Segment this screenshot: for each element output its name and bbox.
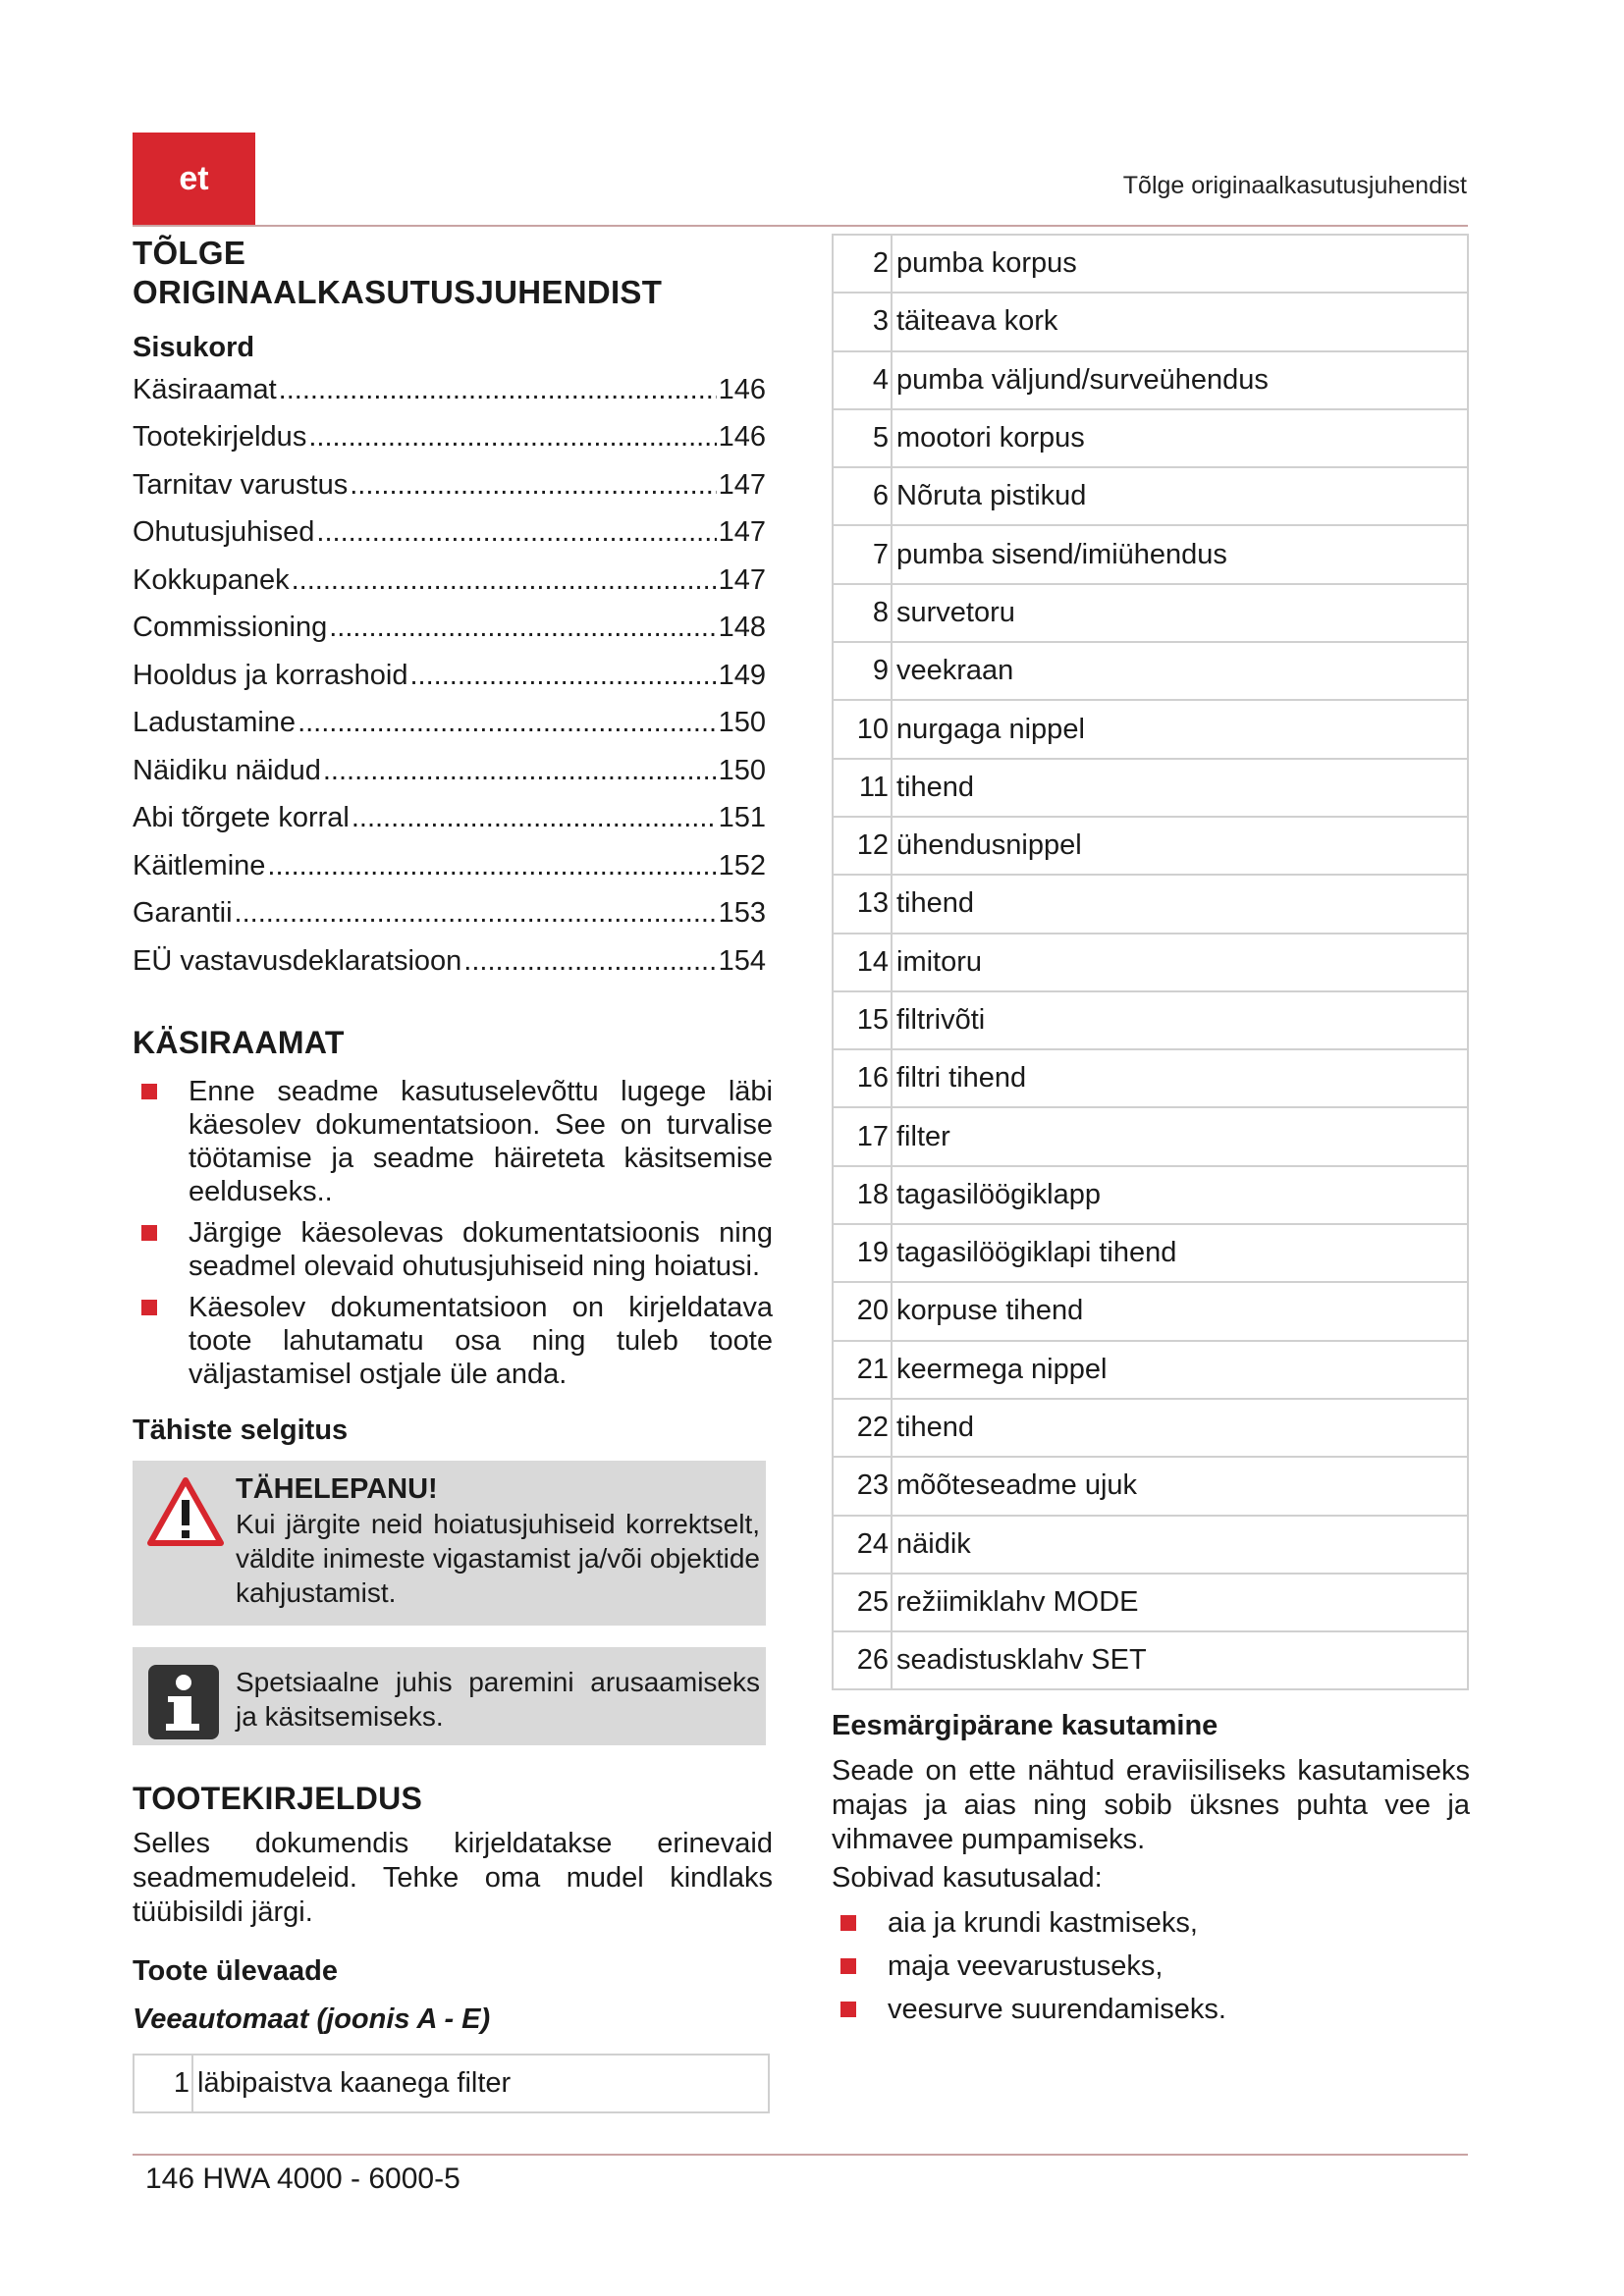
parts-table-right xyxy=(832,234,1469,1690)
table-row: 13 tihend xyxy=(834,874,1467,932)
section-heading-kasiraamat: KÄSIRAAMAT xyxy=(133,1024,345,1060)
toc-item[interactable]: Käitlemine ..... 152 xyxy=(133,834,766,882)
table-row: 7 pumba sisend/imiühendus xyxy=(834,524,1467,582)
table-row: 16 filtri tihend xyxy=(834,1048,1467,1106)
intended-use-list xyxy=(832,1901,1470,2031)
warning-text: Kui järgite neid hoiatusjuhiseid korrektselt, väldite inimeste vigastamist ja/või objektide kahjustamist. xyxy=(236,1508,760,1608)
overview-heading: Toote ülevaade xyxy=(133,1954,338,1987)
warning-notice xyxy=(133,1461,766,1626)
right-column xyxy=(832,234,1470,2031)
table-row: 10 nurgaga nippel xyxy=(834,699,1467,757)
list-item: aia ja krundi kastmiseks, xyxy=(832,1901,1470,1945)
footer-rule xyxy=(133,2154,1468,2156)
left-column xyxy=(133,228,771,2113)
info-icon xyxy=(133,1665,236,1745)
bullet-square-icon xyxy=(840,1915,856,1931)
tootekirjeldus-text: Selles dokumendis kirjeldatakse erinevaid seadmemudeleid. Tehke oma mudel kindlaks tüübisildi järgi. xyxy=(133,1827,773,1928)
table-row: 2 pumba korpus xyxy=(834,236,1467,292)
legend-heading: Tähiste selgitus xyxy=(133,1414,349,1446)
table-row: 24 näidik xyxy=(834,1515,1467,1573)
toc-item[interactable]: Ladustamine ..... 150 xyxy=(133,692,766,740)
list-item: maja veevarustuseks, xyxy=(832,1945,1470,1988)
table-row: 1 läbipaistva kaanega filter xyxy=(135,2056,768,2111)
table-row: 18 tagasilöögiklapp xyxy=(834,1165,1467,1223)
list-item: veesurve suurendamiseks. xyxy=(832,1988,1470,2031)
table-row: 12 ühendusnippel xyxy=(834,816,1467,874)
table-row: 19 tagasilöögiklapi tihend xyxy=(834,1223,1467,1281)
toc-item[interactable]: Ohutusjuhised ..... 147 xyxy=(133,502,766,550)
toc-item[interactable]: Commissioning ..... 148 xyxy=(133,597,766,645)
table-row: 23 mõõteseadme ujuk xyxy=(834,1456,1467,1514)
toc-item[interactable]: Hooldus ja korrashoid ..... 149 xyxy=(133,644,766,692)
page-footer: 146 HWA 4000 - 6000-5 xyxy=(145,2163,460,2195)
bullet-square-icon xyxy=(840,1958,856,1974)
table-row: 14 imitoru xyxy=(834,933,1467,990)
bullet-square-icon xyxy=(141,1300,157,1315)
table-row: 8 survetoru xyxy=(834,583,1467,641)
header-title: Tõlge originaalkasutusjuhendist xyxy=(1122,172,1467,199)
toc-item[interactable]: Abi tõrgete korral ..... 151 xyxy=(133,787,766,835)
intended-use-text: Seade on ette nähtud eraviisiliseks kasutamiseks majas ja aias ning sobib üksnes puhta vee ja vihmavee pumpamiseks. xyxy=(832,1755,1470,1856)
info-text: Spetsiaalne juhis paremini arusaamiseks ja käsitsemiseks. xyxy=(236,1666,760,1732)
list-item: Käesolev dokumentatsioon on kirjeldatava toote lahutamatu osa ning tuleb toote väljastamisel ostjale üle anda. xyxy=(133,1291,773,1391)
list-item: Enne seadme kasutuselevõttu lugege läbi käesolev dokumentatsioon. See on turvalise töötamise ja seadme häireteta käsitsemise eelduseks.. xyxy=(133,1075,773,1208)
table-row: 25 režiimiklahv MODE xyxy=(834,1573,1467,1630)
toc-item[interactable]: Garantii ..... 153 xyxy=(133,882,766,931)
warning-title: TÄHELEPANU! xyxy=(236,1472,438,1505)
toc-heading: Sisukord xyxy=(133,332,255,363)
table-row: 21 keermega nippel xyxy=(834,1340,1467,1398)
bullet-square-icon xyxy=(840,2002,856,2017)
table-row: 11 tihend xyxy=(834,758,1467,816)
table-row: 22 tihend xyxy=(834,1398,1467,1456)
table-of-contents xyxy=(133,358,766,978)
toc-item[interactable]: Tootekirjeldus ..... 146 xyxy=(133,406,766,454)
table-row: 20 korpuse tihend xyxy=(834,1281,1467,1339)
warning-triangle-icon xyxy=(133,1472,236,1626)
toc-item[interactable]: Näidiku näidud ..... 150 xyxy=(133,739,766,787)
list-item: Järgige käesolevas dokumentatsioonis ning seadmel olevaid ohutusjuhiseid ning hoiatusi. xyxy=(133,1216,773,1283)
figure-caption: Veeautomaat (joonis A - E) xyxy=(133,2002,491,2035)
table-row: 5 mootori korpus xyxy=(834,408,1467,466)
parts-table-left xyxy=(133,2054,770,2113)
toc-item[interactable]: EÜ vastavusdeklaratsioon ..... 154 xyxy=(133,930,766,978)
main-title: TÕLGE ORIGINAALKASUTUSJUHENDIST xyxy=(133,235,663,310)
toc-item[interactable]: Käsiraamat ..... 146 xyxy=(133,358,766,406)
header-rule xyxy=(133,225,1468,227)
table-row: 15 filtrivõti xyxy=(834,990,1467,1048)
intended-use-sub: Sobivad kasutusalad: xyxy=(832,1862,1103,1895)
table-row: 3 täiteava kork xyxy=(834,292,1467,349)
language-tab: et xyxy=(133,133,255,225)
table-row: 4 pumba väljund/surveühendus xyxy=(834,350,1467,408)
table-row: 9 veekraan xyxy=(834,641,1467,699)
kasiraamat-list xyxy=(133,1075,773,1391)
toc-item[interactable]: Kokkupanek ..... 147 xyxy=(133,549,766,597)
intended-use-heading: Eesmärgipärane kasutamine xyxy=(832,1710,1218,1742)
table-row: 17 filter xyxy=(834,1106,1467,1164)
bullet-square-icon xyxy=(141,1225,157,1241)
table-row: 26 seadistusklahv SET xyxy=(834,1630,1467,1688)
bullet-square-icon xyxy=(141,1084,157,1099)
toc-item[interactable]: Tarnitav varustus ..... 147 xyxy=(133,454,766,502)
section-heading-tootekirjeldus: TOOTEKIRJELDUS xyxy=(133,1780,423,1816)
info-notice xyxy=(133,1647,766,1745)
table-row: 6 Nõruta pistikud xyxy=(834,466,1467,524)
